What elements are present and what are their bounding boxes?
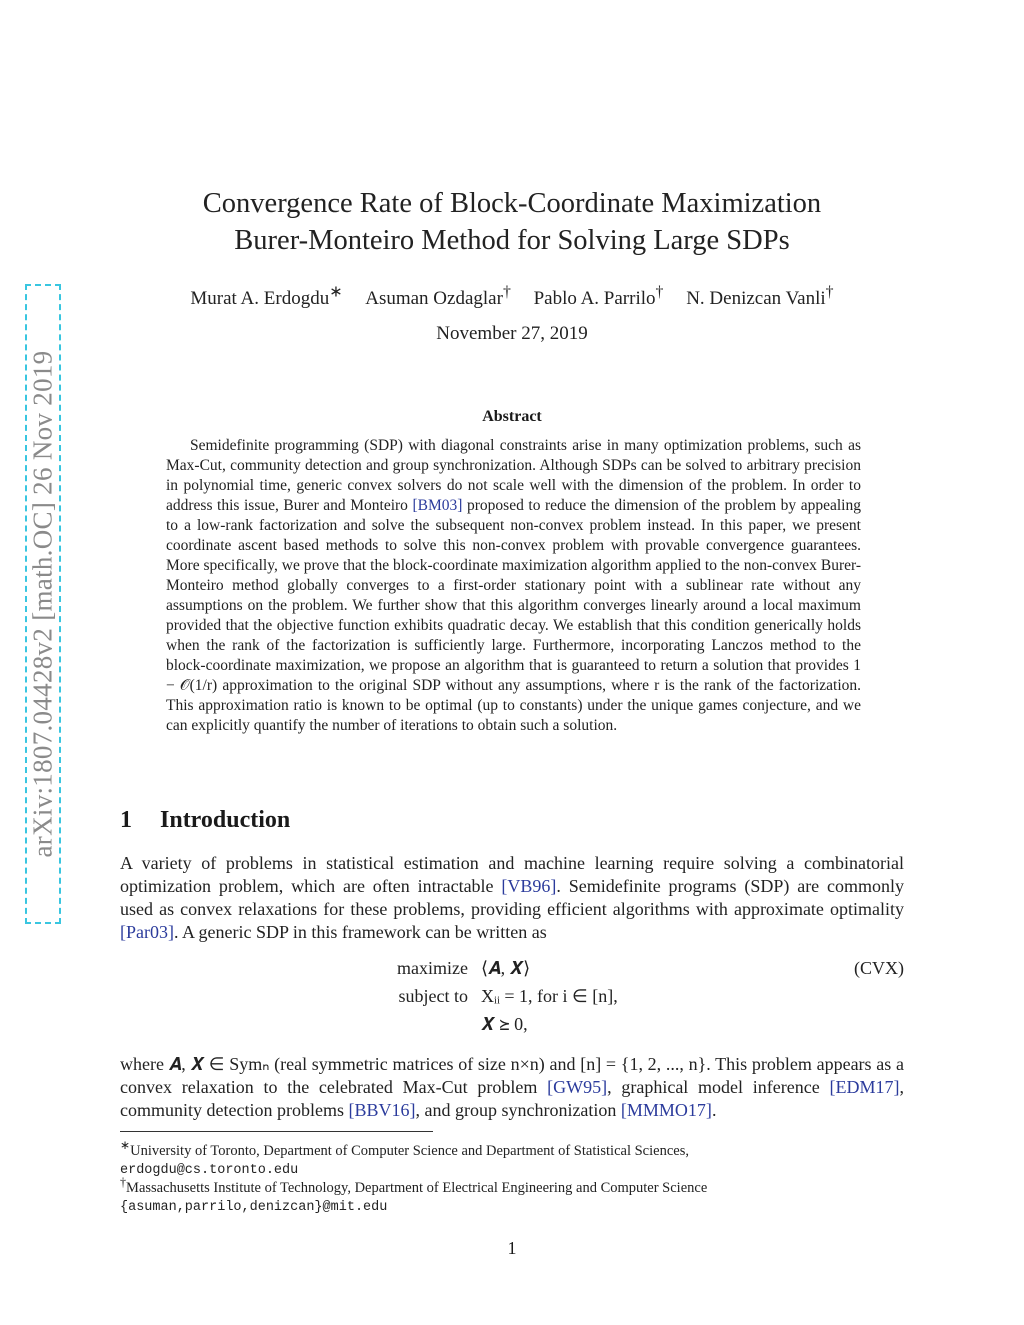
intro-paragraph-2: where 𝑨, 𝑿 ∈ Symₙ (real symmetric matrices of size n×n) and [n] = {1, 2, ..., n}. This problem appears as a convex relaxation to the celebrated Max-Cut problem [GW95], graphical model inference [EDM17], community detection problems [BBV16], and group synchronization [MMMO17].: [120, 1054, 904, 1120]
footnote-rule: [120, 1131, 433, 1132]
author: Pablo A. Parrilo†: [533, 284, 664, 310]
email-address: {asuman,parrilo,denizcan}@mit.edu: [120, 1199, 388, 1215]
citation-link[interactable]: [BBV16]: [348, 1100, 416, 1120]
author: Asuman Ozdaglar†: [365, 284, 511, 310]
section-title: Introduction: [160, 807, 291, 833]
abstract-heading: Abstract: [482, 408, 542, 425]
title-line-1: Convergence Rate of Block-Coordinate Maximization: [202, 188, 822, 219]
title-line-2: Burer-Monteiro Method for Solving Large SDPs: [234, 225, 790, 256]
citation-link[interactable]: [VB96]: [501, 876, 557, 896]
email-address: erdogdu@cs.toronto.edu: [120, 1162, 299, 1178]
arxiv-stamp: [25, 284, 61, 924]
equation-tag: (CVX): [854, 958, 904, 978]
footnote-2: †Massachusetts Institute of Technology, Department of Electrical Engineering and Computer Science {asuman,parrilo,denizcan}@mit.edu: [120, 1175, 708, 1215]
cvx-equation: [120, 958, 904, 1048]
paper-title: [120, 185, 904, 259]
arxiv-id: arXiv:1807.04428v2 [math.OC] 26 Nov 2019: [27, 350, 58, 858]
section-heading: [120, 807, 290, 834]
paper-date: November 27, 2019: [436, 323, 588, 344]
equation-row: subject to Xᵢᵢ = 1, for i ∈ [n],: [398, 986, 618, 1006]
author-list: [120, 282, 904, 310]
citation-link[interactable]: [Par03]: [120, 922, 174, 942]
author: N. Denizcan Vanli†: [686, 284, 834, 310]
section-number: 1: [120, 807, 132, 833]
citation-link[interactable]: [MMMO17]: [620, 1100, 712, 1120]
page-number: 1: [507, 1238, 517, 1258]
citation-link[interactable]: [GW95]: [547, 1077, 608, 1097]
citation-link[interactable]: [BM03]: [412, 497, 463, 514]
equation-row: 𝑿 ⪰ 0,: [481, 1014, 528, 1034]
citation-link[interactable]: [EDM17]: [829, 1077, 900, 1097]
footnote-1: ∗University of Toronto, Department of Computer Science and Department of Statistical Sciences, erdogdu@cs.toronto.edu: [120, 1138, 689, 1178]
intro-paragraph-1: A variety of problems in statistical estimation and machine learning require solving a combinatorial optimization problem, which are often intractable [VB96]. Semidefinite programs (SDP) are commonly used as convex relaxations for these problems, providing efficient algorithms with approximate optimality [Par03]. A generic SDP in this framework can be written as: [120, 853, 905, 942]
equation-row: maximize ⟨𝑨, 𝑿⟩ (CVX): [397, 958, 904, 978]
abstract-body: Semidefinite programming (SDP) with diagonal constraints arise in many optimization problems, such as Max-Cut, community detection and group synchronization. Although SDPs can be solved to arbitrary precision in polynomial time, generic convex solvers do not scale well with the dimension of the problem. In order to address this issue, Burer and Monteiro [BM03] proposed to reduce the dimension of the problem by appealing to a low-rank factorization and solve the subsequent non-convex problem instead. In this paper, we present coordinate ascent based methods to solve this non-convex problem with provable convergence guarantees. More specifically, we prove that the block-coordinate maximization algorithm applied to the non-convex Burer-Monteiro method globally converges to a first-order stationary point with a sublinear rate without any assumptions on the problem. We further show that this algorithm converges linearly around a local maximum provided that the objective function exhibits quadratic decay. We establish that this condition generically holds when the rank of the factorization is sufficiently large. Furthermore, incorporating Lanczos method to the block-coordinate maximization, we propose an algorithm that is guaranteed to return a solution that provides 1 − 𝒪(1/r) approximation to the original SDP without any assumptions, where r is the rank of the factorization. This approximation ratio is known to be optimal (up to constants) under the unique games conjecture, and we can explicitly quantify the number of iterations to obtain such a solution.: [166, 437, 861, 734]
author: Murat A. Erdogdu∗: [190, 284, 343, 310]
